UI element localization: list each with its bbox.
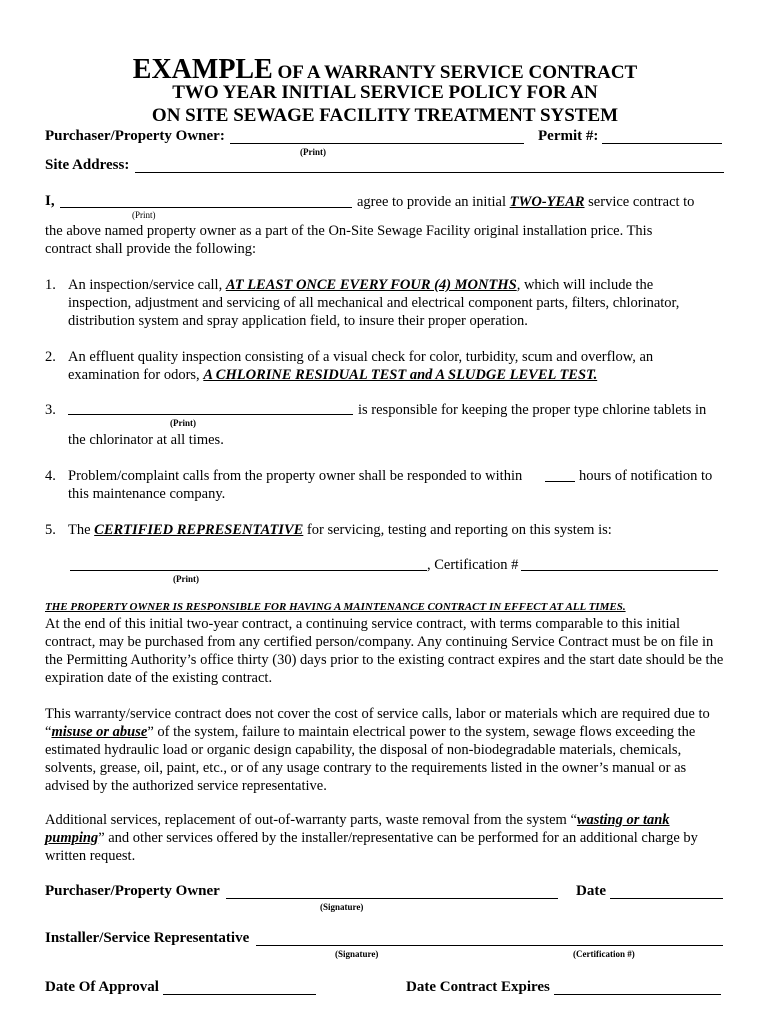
title-example: EXAMPLE [132, 54, 273, 85]
expires-date-field[interactable] [554, 994, 721, 995]
paragraph2-post: ” of the system, failure to maintain electrical power to the system, sewage flows exceeding the estimated hydraulic load or organic design capability, the disposal of non-biodegradable materials, chemicals, solvents, grease, oil, paint, etc., or of any usage contrary to the requirements listed in the owner’s manual or as advised by the authorized service representative. [45, 724, 696, 794]
item1-number: 1. [45, 277, 56, 293]
item1-line1 [68, 276, 653, 294]
site-address-label: Site Address: [45, 157, 130, 173]
two-year-emphasis: TWO-YEAR [509, 194, 585, 210]
response-hours-field[interactable] [545, 481, 575, 482]
item5-line1 [68, 521, 612, 539]
installer-signature-label: Installer/Service Representative [45, 930, 250, 946]
item5-emphasis: CERTIFIED REPRESENTATIVE [94, 522, 304, 538]
item5-post: for servicing, testing and reporting on this system is: [303, 522, 612, 538]
maintenance-notice: THE PROPERTY OWNER IS RESPONSIBLE FOR HAVING A MAINTENANCE CONTRACT IN EFFECT AT ALL TIMES. [45, 601, 626, 613]
permit-label: Permit #: [538, 128, 599, 144]
item5-pre: The [68, 522, 91, 538]
paragraph3-post: ” and other services offered by the installer/representative can be performed for an additional charge by written request. [45, 830, 698, 864]
item2-line1: An effluent quality inspection consisting of a visual check for color, turbidity, scum and overflow, an [68, 349, 654, 365]
item2-line2 [68, 366, 597, 384]
certification-number-field[interactable] [521, 570, 718, 571]
item1-line2: inspection, adjustment and servicing of all mechanical and electrical component parts, filters, chlorinator, [68, 295, 680, 311]
certification-caption: (Certification #) [573, 949, 635, 959]
additional-services-paragraph [45, 811, 725, 865]
item1-pre: An inspection/service call, [68, 277, 223, 293]
title-line3: ON SITE SEWAGE FACILITY TREATMENT SYSTEM [151, 105, 619, 126]
item5-number: 5. [45, 522, 56, 538]
purchaser-field[interactable] [230, 143, 524, 144]
item2-emphasis: A CHLORINE RESIDUAL TEST and A SLUDGE LEVEL TEST. [203, 367, 598, 383]
wasting-emphasis: wasting or tank pumping [45, 812, 670, 846]
item1-line3: distribution system and spray application field, to insure their proper operation. [68, 313, 528, 329]
print-label: (Print) [300, 147, 326, 157]
installer-signature-field[interactable] [256, 945, 723, 946]
purchaser-label: Purchaser/Property Owner: [45, 128, 225, 144]
date-label: Date [576, 883, 606, 899]
item1-post: , which will include the [516, 277, 654, 293]
coverage-exclusions-paragraph [45, 705, 725, 795]
item4-pre: Problem/complaint calls from the property owner shall be responded to within [68, 468, 523, 484]
paragraph2-pre: This warranty/service contract does not cover the cost of service calls, labor or materials which are required due to “ [45, 706, 710, 740]
title-line2: TWO YEAR INITIAL SERVICE POLICY FOR AN [172, 82, 598, 103]
expires-date-label: Date Contract Expires [406, 979, 550, 995]
item1-emphasis: AT LEAST ONCE EVERY FOUR (4) MONTHS [225, 277, 517, 293]
contract-to-text: service contract to [588, 194, 695, 210]
item2-pre: examination for odors, [68, 367, 200, 383]
installer-signature-caption: (Signature) [335, 949, 379, 959]
permit-field[interactable] [602, 143, 722, 144]
item4-number: 4. [45, 468, 56, 484]
intro-line1 [357, 193, 694, 211]
item3-text: is responsible for keeping the proper type chlorine tablets in [358, 402, 707, 418]
purchaser-signature-label: Purchaser/Property Owner [45, 883, 220, 899]
item4-line2: this maintenance company. [68, 486, 226, 502]
misuse-emphasis: misuse or abuse [51, 724, 148, 740]
approval-date-label: Date Of Approval [45, 979, 159, 995]
approval-date-field[interactable] [163, 994, 316, 995]
title-line1-rest: OF A WARRANTY SERVICE CONTRACT [272, 62, 638, 83]
print-label: (Print) [170, 418, 196, 428]
site-address-field[interactable] [135, 172, 724, 173]
intro-line2: the above named property owner as a part of the On-Site Sewage Facility original installation price. This [45, 223, 653, 239]
representative-name-field[interactable] [70, 570, 427, 571]
agree-text: agree to provide an initial [357, 194, 506, 210]
item3-name-field[interactable] [68, 414, 353, 415]
purchaser-signature-field[interactable] [226, 898, 558, 899]
item3-number: 3. [45, 402, 56, 418]
contractor-name-field[interactable] [60, 207, 352, 208]
print-label: (Print) [132, 210, 156, 220]
print-label: (Print) [173, 574, 199, 584]
item4-post: hours of notification to [579, 468, 713, 484]
item2-number: 2. [45, 349, 56, 365]
intro-line3: contract shall provide the following: [45, 241, 257, 257]
certification-label: , Certification # [427, 557, 519, 573]
paragraph3-pre: Additional services, replacement of out-of-warranty parts, waste removal from the system “ [45, 812, 577, 828]
continuing-contract-paragraph: At the end of this initial two-year contract, a continuing service contract, with terms comparable to this initial contract, may be purchased from any certified person/company. Any continuing Service Contract must be on file in the Permitting Authority’s office thirty (30) days prior to the existing contract expires and the start date should be the expiration date of the existing contract. [45, 616, 724, 686]
purchaser-date-field[interactable] [610, 898, 723, 899]
signature-label: (Signature) [320, 902, 364, 912]
item3-line2: the chlorinator at all times. [68, 432, 224, 448]
i-label: I, [45, 193, 55, 209]
